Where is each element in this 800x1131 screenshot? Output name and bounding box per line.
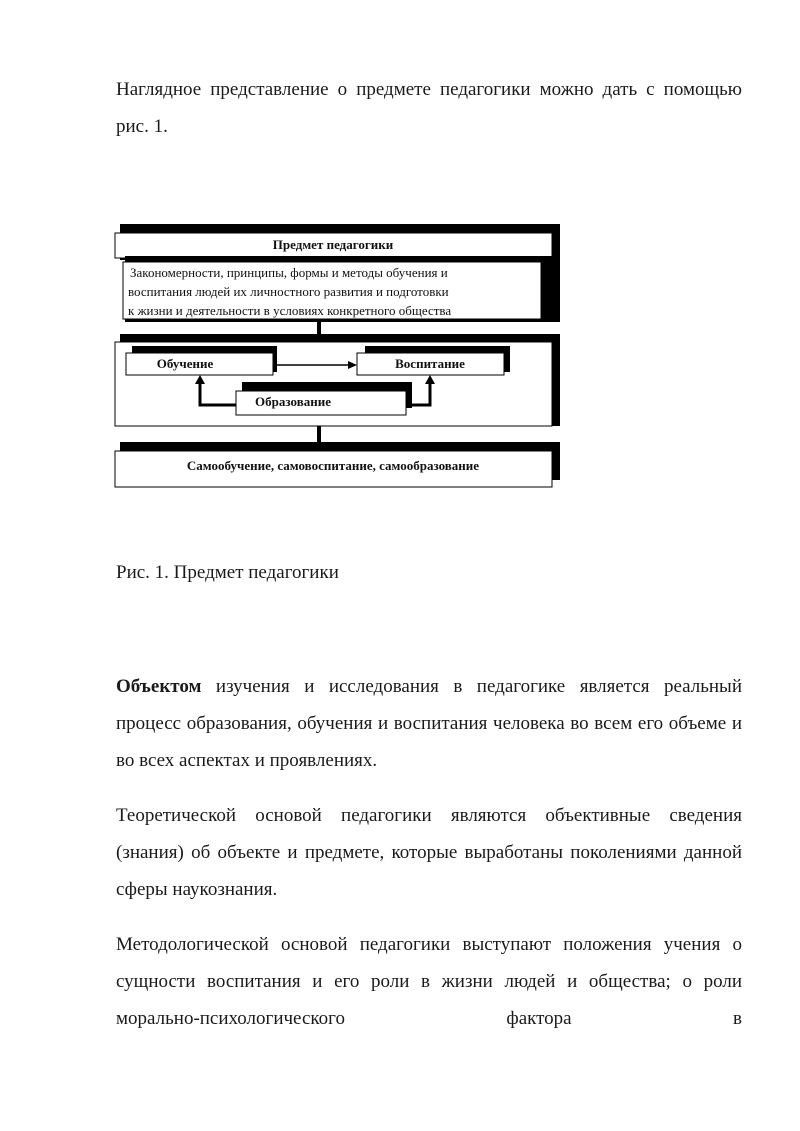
- connector-2: [317, 426, 321, 444]
- methodology-paragraph: Методологической основой педагогики выступают положения учения о сущности воспитания и его роли в жизни людей и общества; о роли морально-психологического фактора в: [116, 934, 742, 1029]
- subject-diagram: [110, 222, 570, 494]
- intro-paragraph: Наглядное представление о предмете педагогики можно дать с помощью рис. 1.: [116, 79, 742, 137]
- education-label: Образование: [255, 394, 331, 409]
- desc-line-3: к жизни и деятельности в условиях конкретного общества: [128, 303, 452, 318]
- learning-label: Обучение: [156, 356, 214, 371]
- figure-title: Предмет педагогики: [272, 237, 394, 252]
- desc-line-2: воспитания людей их личностного развития и подготовки: [128, 284, 449, 299]
- theory-paragraph: Теоретической основой педагогики являются объективные сведения (знания) об объекте и предмете, которые выработаны поколениями данной сферы наукознания.: [116, 805, 742, 900]
- connector-1: [317, 321, 321, 335]
- desc-line-1: Закономерности, принципы, формы и методы обучения и: [130, 265, 448, 280]
- upbringing-label: Воспитание: [395, 356, 465, 371]
- object-term: Объектом: [116, 676, 202, 697]
- object-text: изучения и исследования в педагогике является реальный процесс образования, обучения и воспитания человека во всем его объеме и во всех аспектах и проявлениях.: [116, 676, 742, 771]
- figure-caption: Рис. 1. Предмет педагогики: [116, 562, 339, 583]
- object-paragraph: [116, 668, 742, 779]
- self-label: Самообучение, самовоспитание, самообразование: [186, 458, 480, 473]
